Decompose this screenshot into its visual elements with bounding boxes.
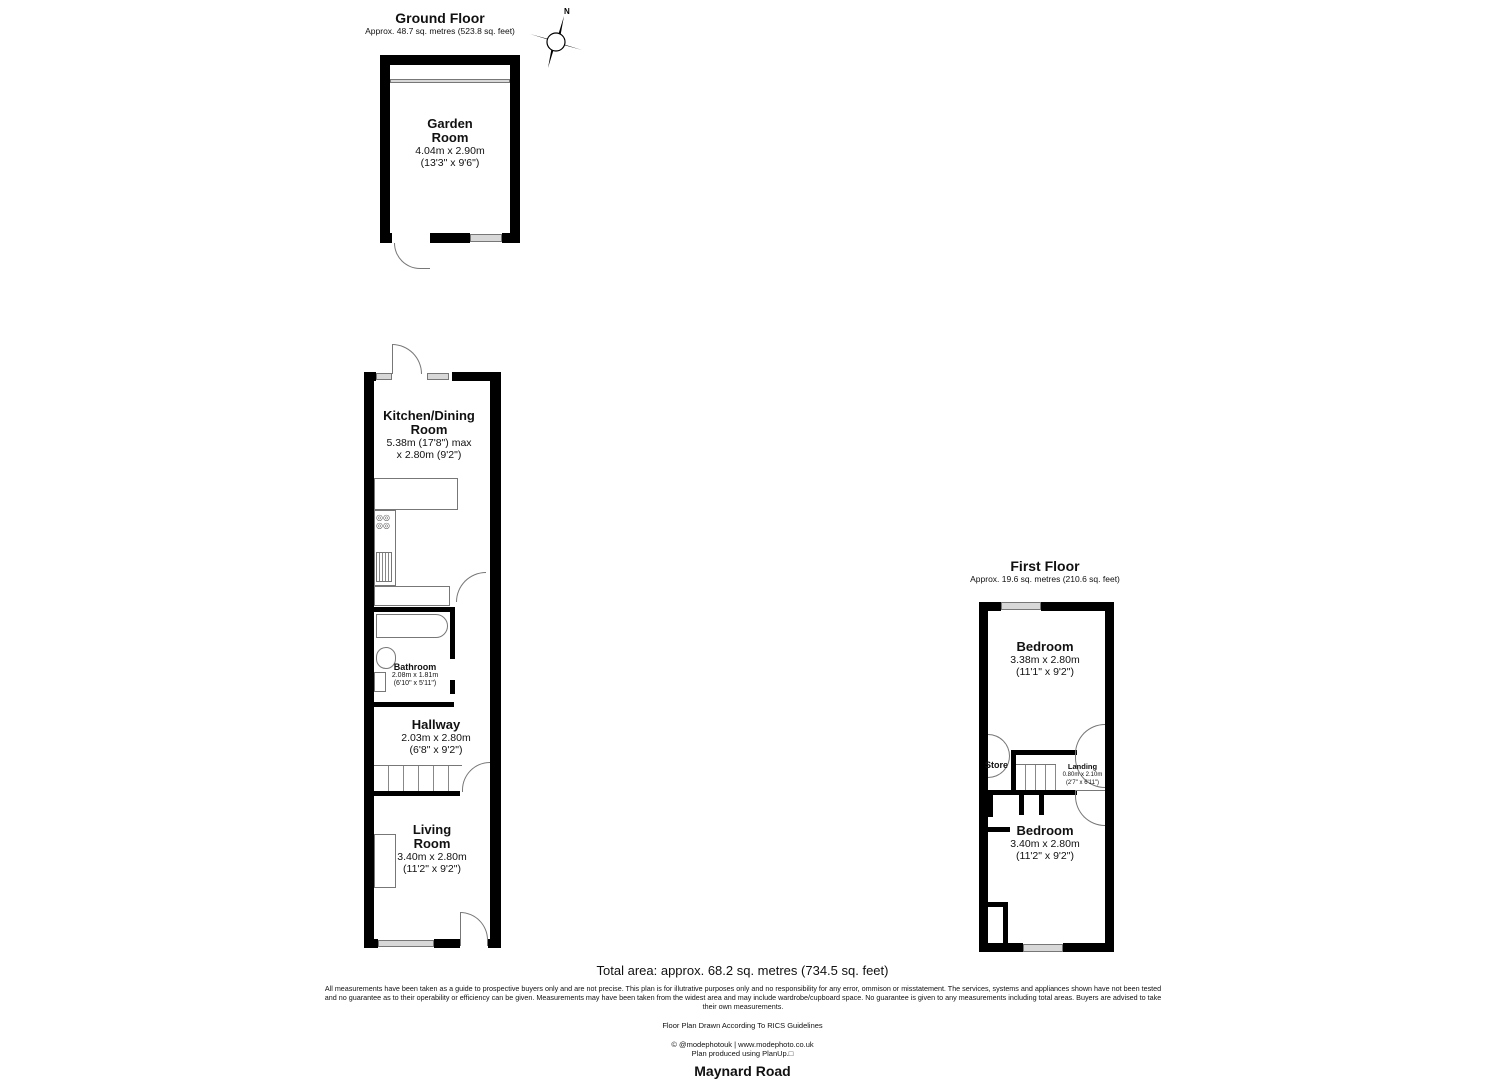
living-room-label: Living Room 3.40m x 2.80m (11'2" x 9'2") [397, 822, 467, 875]
store-label: Store [985, 760, 1009, 770]
window [376, 373, 392, 380]
kitchen-door-swing [456, 572, 486, 602]
kitchen-dining-label: Kitchen/Dining Room 5.38m (17'8") max x 2.80m (9'2") [383, 408, 475, 461]
compass-north-icon [528, 6, 584, 68]
kitchen-counter-bottom [374, 586, 450, 606]
rics-note: Floor Plan Drawn According To RICS Guidelines [662, 1021, 823, 1030]
first-floor-header [940, 558, 1150, 584]
hall-door-swing [462, 762, 490, 792]
sink-icon [376, 552, 392, 582]
garden-room-label: Garden Room 4.04m x 2.90m (13'3" x 9'6") [415, 116, 485, 169]
bedroom-door-swing [1075, 790, 1105, 826]
door-swing [394, 243, 430, 269]
staircase [1016, 764, 1056, 793]
property-address: Maynard Road [694, 1063, 791, 1079]
window [1023, 944, 1063, 952]
sliding-door [390, 79, 510, 83]
disclaimer: All measurements have been taken as a guide to prospective buyers only and are not precise. This plan is for illutrative purposes only and no responsibility for any error, ommison or misstatement. The services, systems and appliances shown have not been tested and no guarantee as to their operability or efficiency can be given. Measurements may have been taken from the widest area and may include wardrobe/cupboard space. No guarantee is given to any measurements including total areas. Buyers are advised to take their own measurements. [324, 984, 1162, 1011]
bathroom-label: Bathroom 2.08m x 1.81m (6'10" x 5'11") [391, 662, 439, 687]
staircase [374, 765, 462, 792]
bathtub-icon [376, 614, 448, 638]
ground-floor-title: Ground Floor [395, 10, 485, 26]
bedroom-1-label: Bedroom 3.38m x 2.80m (11'1" x 9'2") [1010, 639, 1080, 678]
window [470, 234, 502, 242]
total-area: Total area: approx. 68.2 sq. metres (734.5 sq. feet) [596, 963, 889, 978]
front-door-swing [460, 912, 488, 946]
produced-by: Plan produced using PlanUp.□ [691, 1049, 794, 1058]
bedroom-2-label: Bedroom 3.40m x 2.80m (11'2" x 9'2") [1010, 823, 1080, 862]
front-window [378, 940, 434, 947]
credits [0, 1040, 1485, 1058]
footer [0, 963, 1485, 978]
first-floor-title: First Floor [1010, 558, 1080, 574]
svg-text:N: N [564, 7, 570, 16]
window [427, 373, 449, 380]
ground-floor-area: Approx. 48.7 sq. metres (523.8 sq. feet) [365, 26, 515, 36]
address-footer [0, 1063, 1485, 1079]
ground-floor-header [340, 10, 540, 36]
hallway-label: Hallway 2.03m x 2.80m (6'8" x 9'2") [401, 717, 471, 756]
credit-link: © @modephotouk | www.modephoto.co.uk [671, 1040, 814, 1049]
first-floor-area: Approx. 19.6 sq. metres (210.6 sq. feet) [970, 574, 1120, 584]
hob-icon: ◎◎ ◎◎ [376, 513, 390, 530]
window [1001, 602, 1041, 610]
store-door-swing [988, 734, 1010, 778]
landing-label: Landing 0.80m x 2.10m (2'7" x 6'11") [1062, 762, 1103, 786]
kitchen-counter [374, 478, 458, 510]
back-door-swing [392, 344, 422, 374]
